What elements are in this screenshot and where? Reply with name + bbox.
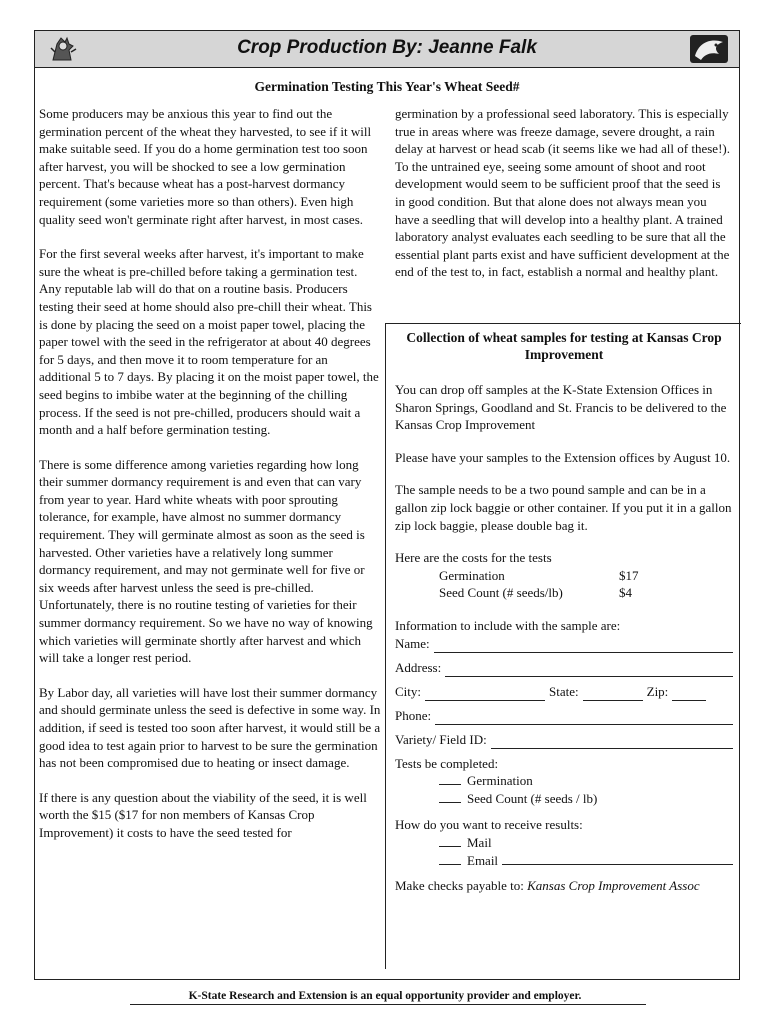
header-banner [35, 31, 739, 68]
footer-text: K-State Research and Extension is an equal opportunity provider and employer. [188, 990, 582, 1002]
address-label: Address: [395, 659, 442, 675]
payable-line [395, 877, 733, 895]
cost-price: $4 [619, 585, 632, 601]
results-heading: How do you want to receive results: [395, 817, 583, 833]
result-mail-label: Mail [467, 834, 492, 850]
cost-row-germination [395, 567, 733, 585]
box-title: Collection of wheat samples for testing at Kansas Crop Improvement [406, 330, 722, 362]
article-title: Germination Testing This Year's Wheat Seed# [254, 79, 520, 94]
test-germination-label: Germination [467, 773, 533, 789]
state-label: State: [549, 683, 579, 699]
name-label: Name: [395, 635, 430, 651]
test-germination-option[interactable] [395, 772, 733, 790]
box-dropoff-text: You can drop off samples at the K-State Extension Offices in Sharon Springs, Goodland and St. Francis to be delivered to the Kansas Crop Improvement [395, 382, 727, 433]
cost-name: Germination [439, 567, 505, 583]
payable-label: Make checks payable to: [395, 878, 528, 894]
box-border-top [385, 323, 741, 324]
city-state-zip-field[interactable] [395, 677, 733, 701]
phone-field[interactable] [395, 701, 733, 725]
paragraph-2: For the first several weeks after harvest, it's important to make sure the wheat is pre-chilled before taking a germination test. Any reputable lab will do that on a routine basis. Producers testing their seed at home should also pre-chill their wheat. This is done by placing the seed on a moist paper towel, placing the paper towel with the seed in the refrigerator at about 40 degrees for 5 days, and then move it to room temperature for an additional 5 to 7 days. By placing it on the moist paper towel, the seed begins to imbibe water at the beginning of the chilling process. If the seed is not pre-chilled, producers should wait a month and a half before germination testing. [39, 246, 379, 438]
paragraph-1: Some producers may be anxious this year to find out the germination percent of the wheat they harvested, to see if it will make suitable seed. If you do a home germination test too soon after harvest, you will be shocked to see a low germination percent. That's because wheat has a post-harvest dormancy requirement (some varieties more so than others). Even high quality seed won't germinate right after harvest, in most cases. [39, 106, 372, 227]
header-title: Crop Production By: Jeanne Falk [237, 37, 537, 58]
tests-heading: Tests be completed: [395, 755, 499, 771]
variety-label: Variety/ Field ID: [395, 731, 487, 747]
right-column-text [395, 105, 733, 298]
sample-collection-box [395, 329, 733, 895]
address-field[interactable] [395, 653, 733, 677]
page-frame [34, 30, 740, 980]
test-seed-count-label: Seed Count (# seeds / lb) [467, 790, 598, 806]
test-seed-count-option[interactable] [395, 790, 733, 808]
result-email-option[interactable] [395, 852, 733, 870]
box-deadline-text: Please have your samples to the Extension offices by August 10. [395, 449, 731, 465]
payable-to: Kansas Crop Improvement Assoc [527, 878, 700, 894]
cost-row-seed-count [395, 584, 733, 602]
footer-underline [130, 1004, 646, 1005]
phone-label: Phone: [395, 707, 432, 723]
box-border-left [385, 323, 386, 969]
city-label: City: [395, 683, 422, 699]
costs-heading: Here are the costs for the tests [395, 550, 552, 566]
left-column [39, 105, 381, 859]
cost-price: $17 [619, 567, 639, 583]
paragraph-5: If there is any question about the viability of the seed, it is well worth the $15 ($17 for non members of Kansas Crop Improvement) it costs to have the seed tested for [39, 789, 367, 840]
result-mail-option[interactable] [395, 834, 733, 852]
cost-name: Seed Count (# seeds/lb) [439, 585, 563, 601]
zip-label: Zip: [646, 683, 669, 699]
variety-field[interactable] [395, 725, 733, 749]
info-heading: Information to include with the sample are: [395, 617, 621, 633]
result-email-label: Email [467, 852, 499, 868]
name-field[interactable] [395, 635, 733, 653]
paragraph-3: There is some difference among varieties regarding how long their summer dormancy requirement is and even that can vary from year to year. Hard white wheats with poor sprouting tolerance, for example, have almost no summer dormancy requirement. They will germinate almost as soon as the seed is harvested. Other varieties have a relatively long summer dormancy requirement, and may not germinate well for five or six weeds after harvest unless the seed is pre-chilled. Unfortunately, there is no routine testing of varieties for their summer dormancy requirement. So we have no way of knowing which varieties will germinate shortly after harvest and which will take a longer rest period. [39, 456, 373, 666]
paragraph-4: By Labor day, all varieties will have lost their summer dormancy and should germinate unless the seed is defective in some way. In addition, if seed is tested too soon after harvest, it would still be a good idea to test again prior to harvest to be sure the germination has not been compromised due to heating or insect damage. [39, 684, 381, 771]
wildcat-logo-icon [689, 34, 729, 64]
box-sample-text: The sample needs to be a two pound sample and can be in a gallon zip lock baggie or other container. If you put it in a gallon zip lock baggie, please double bag it. [395, 482, 732, 533]
paragraph-6: germination by a professional seed laboratory. This is especially true in areas where was freeze damage, severe drought, a rain delay at harvest or head scab (it seems like we had all of these!). To the untrained eye, seeing some amount of shoot and root development would seem to be sufficient proof that the seed is in good condition. But that alone does not always mean you have a seedling that will develop into a healthy plant. A trained laboratory analyst evaluates each seedling to be sure that all the essential plant parts exist and have sufficient development at the end of the test to, in fact, establish a normal and healthy plant. [395, 106, 730, 280]
